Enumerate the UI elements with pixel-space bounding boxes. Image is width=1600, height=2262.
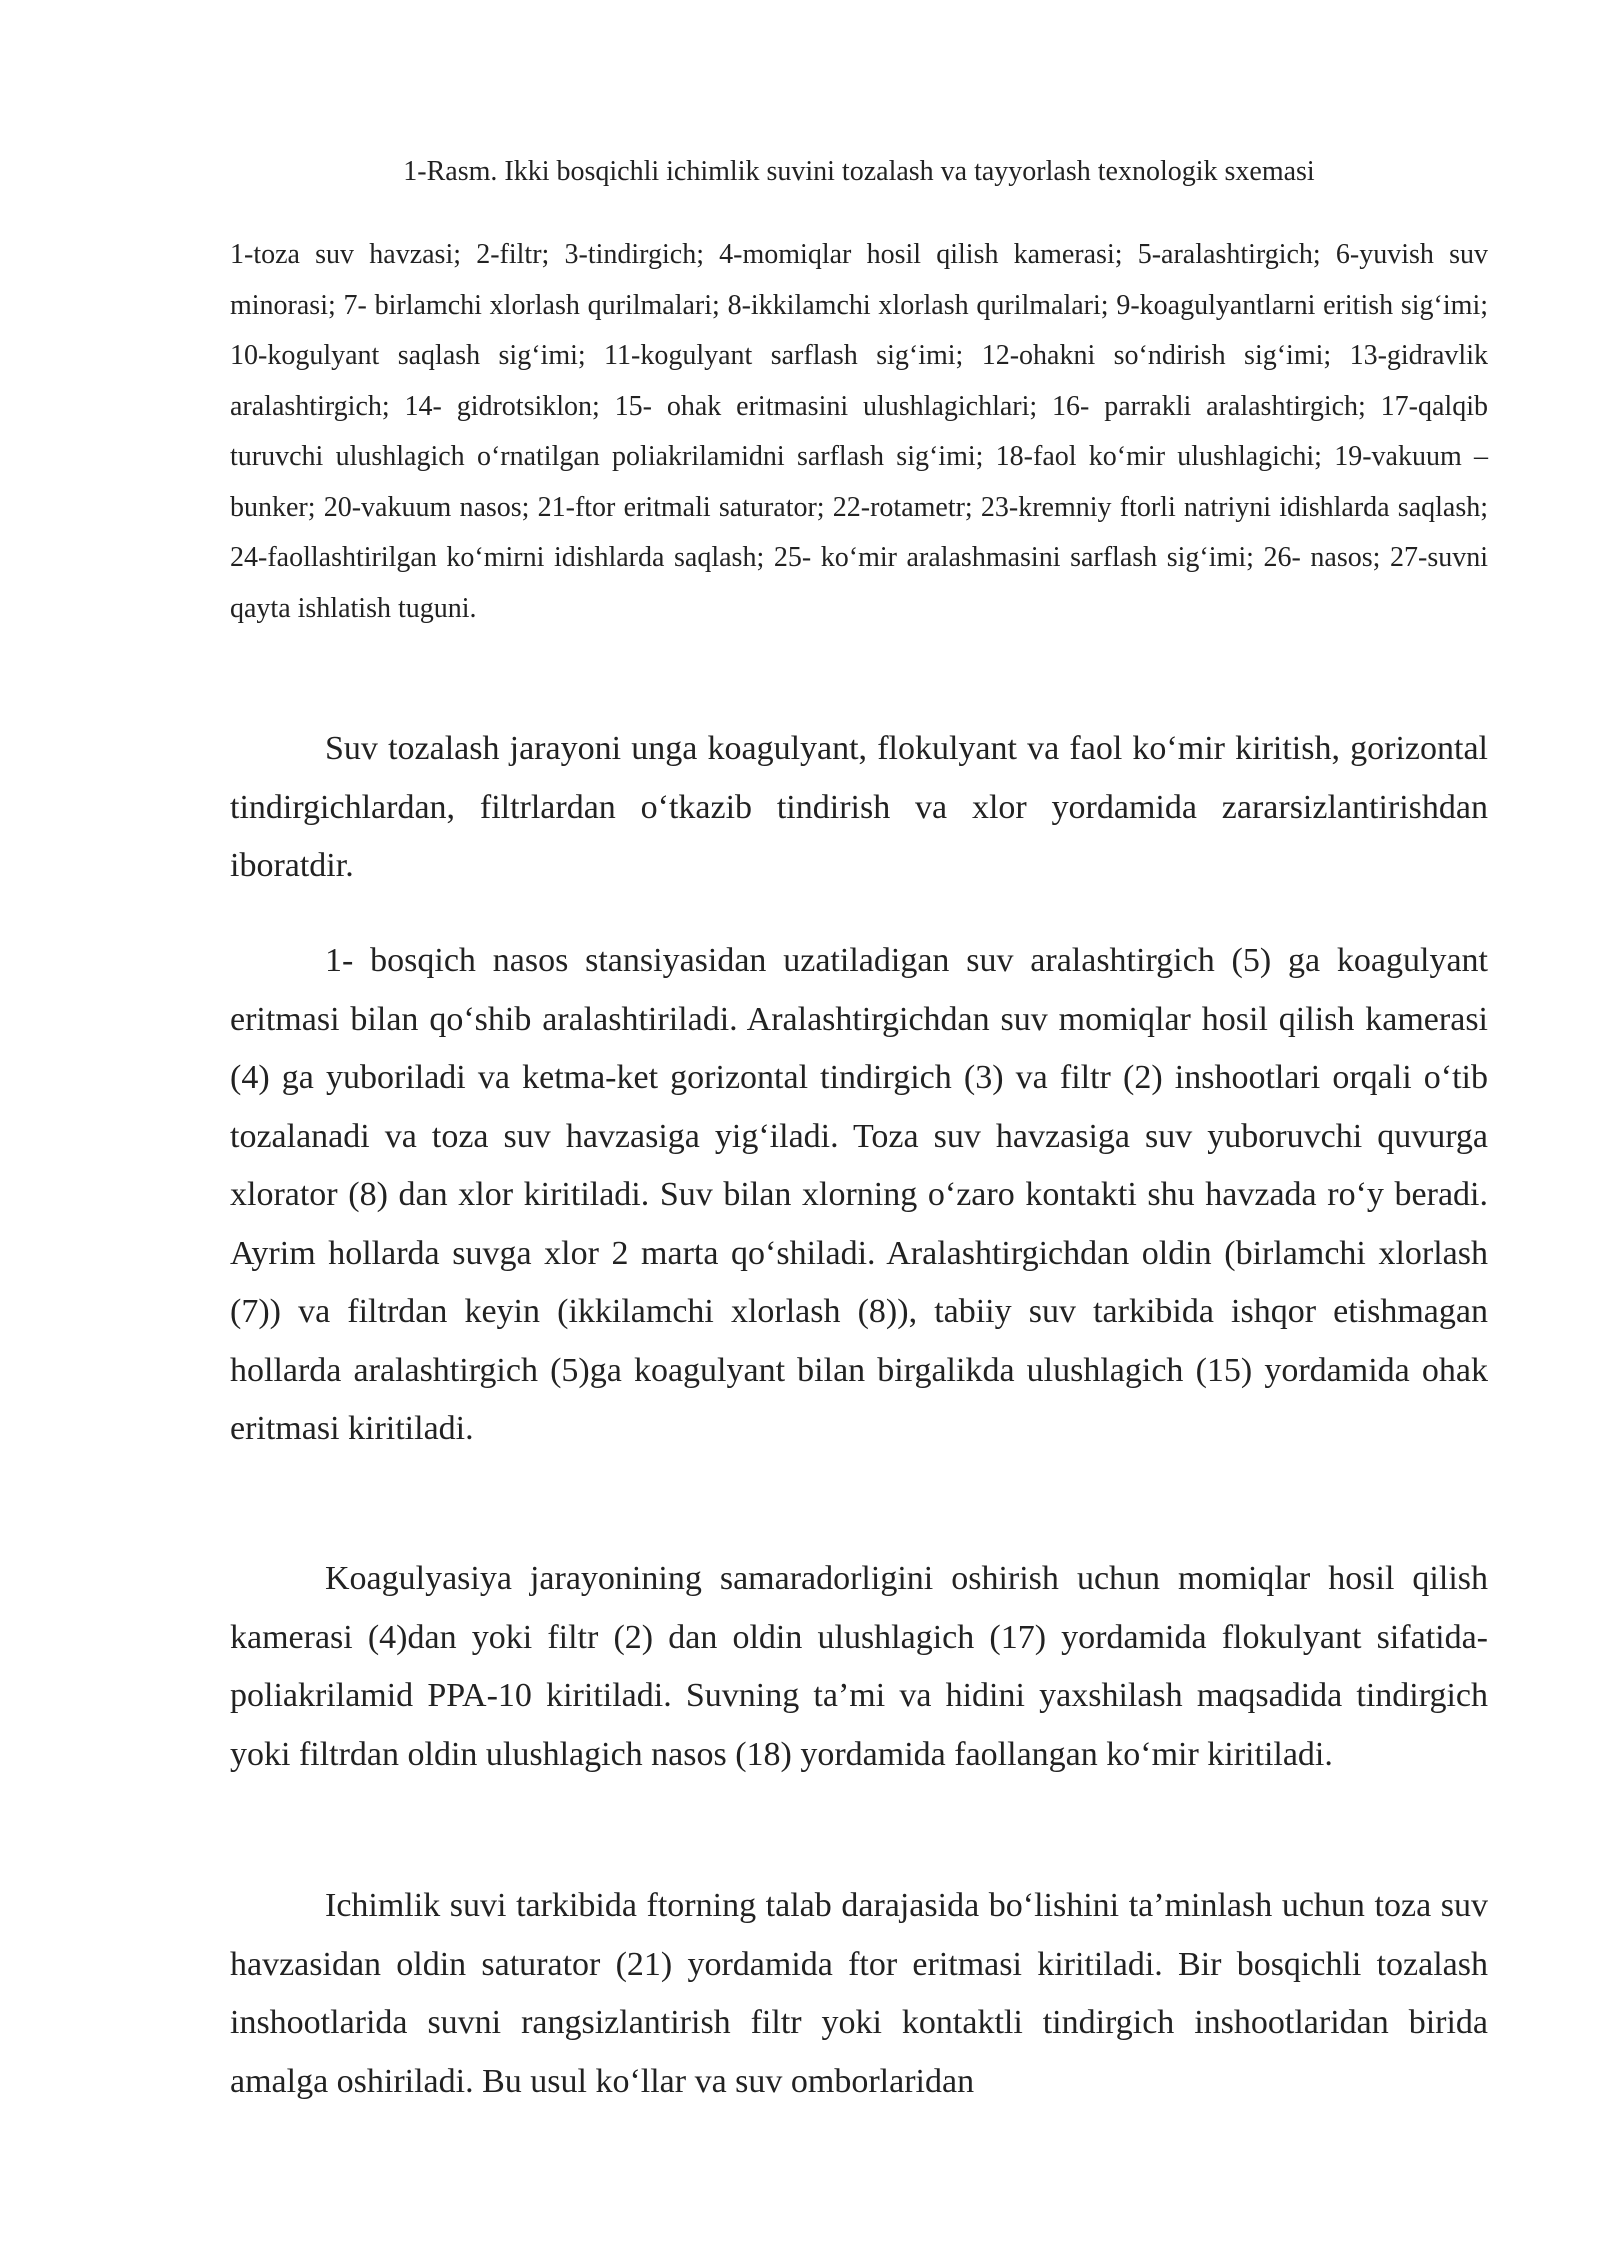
paragraph-3: Koagulyasiya jarayonining samaradorligini oshirish uchun momiqlar hosil qilish kamerasi (4)dan yoki filtr (2) dan oldin ulushlagich (17) yordamida flokulyant sifatida-poliakrilamid PPA-10 kiritiladi. Suvning ta’mi va hidini yaxshilash maqsadida tindirgich yoki filtrdan oldin ulushlagich nasos (18) yordamida faollangan ko‘mir kiritiladi. xyxy=(230,1560,1488,1773)
paragraph-2: 1- bosqich nasos stansiyasidan uzatiladigan suv aralashtirgich (5) ga koagulyant eritmasi bilan qo‘shib aralashtiriladi. Aralashtirgichdan suv momiqlar hosil qilish kamerasi (4) ga yuboriladi va ketma-ket gorizontal tindirgich (3) va filtr (2) inshootlari orqali o‘tib tozalanadi va toza suv havzasiga yig‘iladi. Toza suv havzasiga suv yuboruvchi quvurga xlorator (8) dan xlor kiritiladi. Suv bilan xlorning o‘zaro kontakti shu havzada ro‘y beradi. Ayrim hollarda suvga xlor 2 marta qo‘shiladi. Aralashtirgichdan oldin (birlamchi xlorlash (7)) va filtrdan keyin (ikkilamchi xlorlash (8)), tabiiy suv tarkibida ishqor etishmagan hollarda aralashtirgich (5)ga koagulyant bilan birgalikda ulushlagich (15) yordamida ohak eritmasi kiritiladi. xyxy=(230,942,1488,1447)
figure-legend: 1-toza suv havzasi; 2-filtr; 3-tindirgich; 4-momiqlar hosil qilish kamerasi; 5-aralashtirgich; 6-yuvish suv minorasi; 7- birlamchi xlorlash qurilmalari; 8-ikkilamchi xlorlash qurilmalari; 9-koagulyantlarni eritish sig‘imi; 10-kogulyant saqlash sig‘imi; 11-kogulyant sarflash sig‘imi; 12-ohakni so‘ndirish sig‘imi; 13-gidravlik aralashtirgich; 14- gidrotsiklon; 15- ohak eritmasini ulushlagichlari; 16- parrakli aralashtirgich; 17-qalqib turuvchi ulushlagich o‘rnatilgan poliakrilamidni sarflash sig‘imi; 18-faol ko‘mir ulushlagichi; 19-vakuum – bunker; 20-vakuum nasos; 21-ftor eritmali saturator; 22-rotametr; 23-kremniy ftorli natriyni idishlarda saqlash; 24-faollashtirilgan ko‘mirni idishlarda saqlash; 25- ko‘mir aralashmasini sarflash sig‘imi; 26- nasos; 27-suvni qayta ishlatish tuguni. xyxy=(230,239,1488,624)
paragraph-4: Ichimlik suvi tarkibida ftorning talab darajasida bo‘lishini ta’minlash uchun toza suv havzasidan oldin saturator (21) yordamida ftor eritmasi kiritiladi. Bir bosqichli tozalash inshootlarida suvni rangsizlantirish filtr yoki kontaktli tindirgich inshootlaridan birida amalga oshiriladi. Bu usul ko‘llar va suv omborlaridan xyxy=(230,1887,1488,2100)
figure-caption: 1-Rasm. Ikki bosqichli ichimlik suvini tozalash va tayyorlash texnologik sxemasi xyxy=(403,156,1315,187)
paragraph-1: Suv tozalash jarayoni unga koagulyant, flokulyant va faol ko‘mir kiritish, gorizontal tindirgichlardan, filtrlardan o‘tkazib tindirish va xlor yordamida zararsizlantirishdan iboratdir. xyxy=(230,730,1488,884)
